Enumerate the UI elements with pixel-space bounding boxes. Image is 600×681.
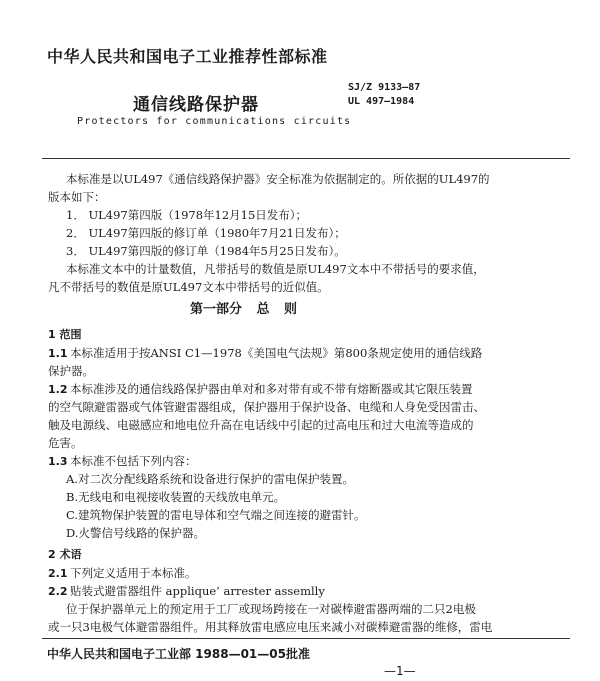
document-title: 通信线路保护器 (133, 95, 259, 115)
clause-1-3-number: 1.3 (48, 455, 68, 468)
section-2-heading: 2 术语 (48, 548, 82, 561)
page-number: —1— (384, 664, 416, 678)
intro-line-1: 本标准是以UL497《通信线路保护器》安全标准为依据制定的。所依据的UL497的 (66, 172, 490, 186)
clause-1-3-line-1: 本标准不包括下列内容： (70, 454, 197, 468)
clause-1-1-number: 1.1 (48, 347, 68, 360)
clause-1-2-line-4: 危害。 (48, 436, 83, 450)
exclusion-item-a: A.对二次分配线路系统和设备进行保护的雷电保护装置。 (66, 472, 354, 486)
chapter-heading: 第一部分 总 则 (190, 302, 298, 317)
clause-2-2-line-3: 或一只3电极气体避雷器组件。用其释放雷电感应电压来减小对碳棒避雷器的维修，雷电 (48, 620, 493, 634)
clause-1-1-line-2: 保护器。 (48, 364, 94, 378)
clause-1-2-line-1: 本标准涉及的通信线路保护器由单对和多对带有或不带有熔断器或其它限压装置 (70, 382, 473, 396)
exclusion-item-d: D.火警信号线路的保护器。 (66, 526, 205, 540)
approval-statement: 中华人民共和国电子工业部 1988—01—05批准 (47, 647, 310, 661)
exclusion-item-c: C.建筑物保护装置的雷电导体和空气端之间连接的避雷针。 (66, 508, 366, 522)
version-item-2: 2． UL497第四版的修订单（1980年7月21日发布）； (66, 226, 346, 240)
clause-1-1-line-1: 本标准适用于按ANSI C1—1978《美国电气法规》第800条规定使用的通信线路 (70, 346, 483, 360)
section-1-heading: 1 范围 (48, 328, 82, 341)
clause-1-2-line-2: 的空气隙避雷器或气体管避雷器组成，保护器用于保护设备、电缆和人身免受因雷击、 (48, 400, 485, 414)
intro-note-1: 本标准文本中的计量数值，凡带括号的数值是原UL497文本中不带括号的要求值， (66, 262, 485, 276)
clause-2-1-number: 2.1 (48, 567, 68, 580)
clause-2-2-line-2: 位于保护器单元上的预定用于工厂或现场跨接在一对碳棒避雷器两端的二只2电极 (66, 602, 476, 616)
clause-1-2-number: 1.2 (48, 383, 68, 396)
footer-divider (42, 638, 570, 639)
issuing-authority-title: 中华人民共和国电子工业推荐性部标准 (47, 47, 328, 66)
clause-2-2-line-1: 贴装式避雷器组件 applique’ arrester assemlly (70, 584, 325, 598)
version-item-3: 3． UL497第四版的修订单（1984年5月25日发布）。 (66, 244, 346, 258)
clause-2-1-line-1: 下列定义适用于本标准。 (70, 566, 197, 580)
version-item-1: 1． UL497第四版（1978年12月15日发布）； (66, 208, 308, 222)
clause-1-2-line-3: 触及电源线、电磁感应和地电位升高在电话线中引起的过高电压和过大电流等造成的 (48, 418, 474, 432)
header-divider (42, 158, 570, 159)
clause-2-2-number: 2.2 (48, 585, 68, 598)
standard-code-sj: SJ/Z 9133—87 (348, 82, 421, 93)
exclusion-item-b: B.无线电和电视接收装置的天线放电单元。 (66, 490, 286, 504)
document-title-english: Protectors for communications circuits (77, 116, 352, 127)
intro-note-2: 凡不带括号的数值是原UL497文本中带括号的近似值。 (48, 280, 329, 294)
intro-line-2: 版本如下： (48, 190, 106, 204)
standard-code-ul: UL 497—1984 (348, 96, 415, 107)
